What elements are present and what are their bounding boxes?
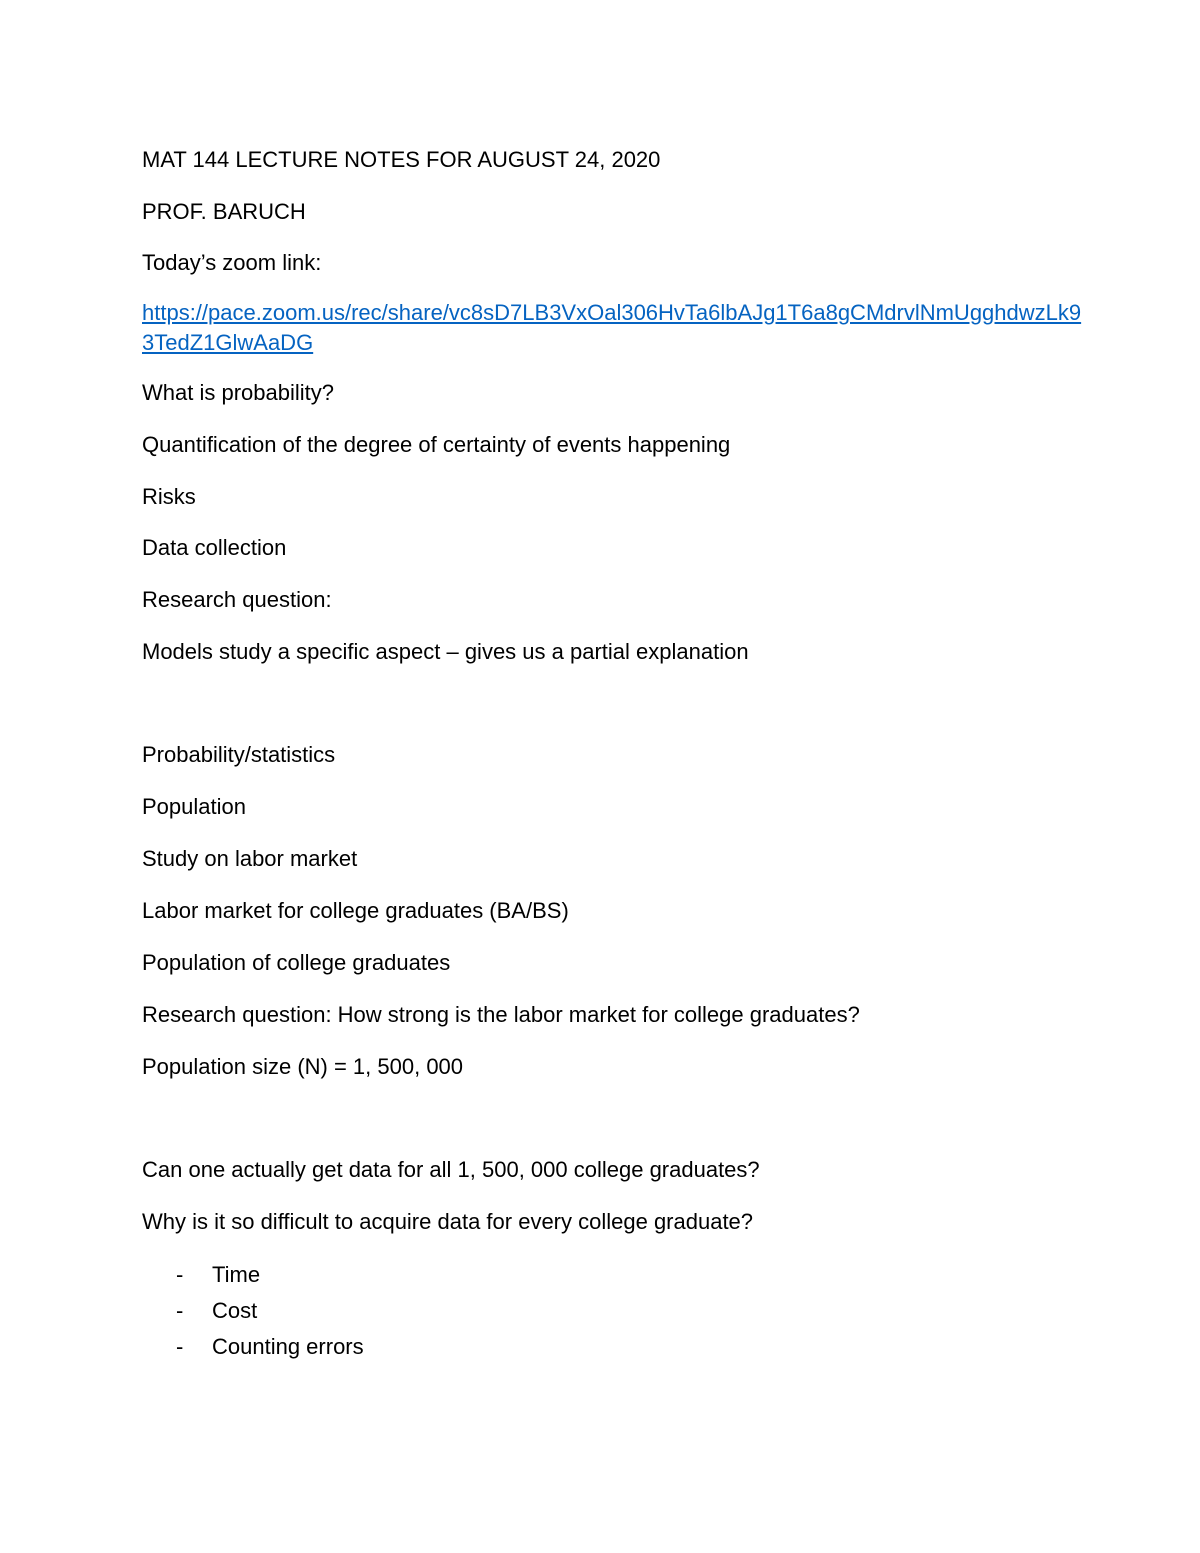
note-line-data-collection: Data collection [142,535,287,560]
note-line-research-question-strong: Research question: How strong is the labor market for college graduates? [142,1002,860,1027]
note-line-quantification: Quantification of the degree of certainty of events happening [142,432,731,457]
list-item [142,1260,364,1296]
note-line-research-question: Research question: [142,587,332,612]
zoom-link-label: Today’s zoom link: [142,250,322,275]
list-item [142,1296,364,1332]
difficulty-list [142,1260,364,1368]
note-line-risks: Risks [142,484,196,509]
list-item-label: Counting errors [212,1334,364,1359]
bullet-marker: - [176,1334,184,1359]
note-line-probability-statistics: Probability/statistics [142,742,336,767]
note-line-population: Population [142,794,246,819]
bullet-marker: - [176,1298,184,1323]
note-line-population-graduates: Population of college graduates [142,950,451,975]
bullet-marker: - [176,1262,184,1287]
list-item-label: Cost [212,1298,258,1323]
zoom-link[interactable]: https://pace.zoom.us/rec/share/vc8sD7LB3VxOal306HvTa6lbAJg1T6a8gCMdrvlNmUgghdwzLk9 [142,300,1082,325]
professor-name: PROF. BARUCH [142,199,306,224]
note-line-models: Models study a specific aspect – gives us a partial explanation [142,639,749,664]
list-item-label: Time [212,1262,261,1287]
document-title: MAT 144 LECTURE NOTES FOR AUGUST 24, 2020 [142,147,661,172]
note-line-labor-market-graduates: Labor market for college graduates (BA/BS) [142,898,569,923]
note-line-get-data: Can one actually get data for all 1, 500, 000 college graduates? [142,1157,760,1182]
zoom-link-continued[interactable]: 3TedZ1GlwAaDG [142,330,314,355]
note-line-why-difficult: Why is it so difficult to acquire data for every college graduate? [142,1209,754,1234]
list-item [142,1332,364,1368]
note-line-population-size: Population size (N) = 1, 500, 000 [142,1054,464,1079]
note-line-what-is-probability: What is probability? [142,380,334,405]
note-line-study-labor-market: Study on labor market [142,846,358,871]
